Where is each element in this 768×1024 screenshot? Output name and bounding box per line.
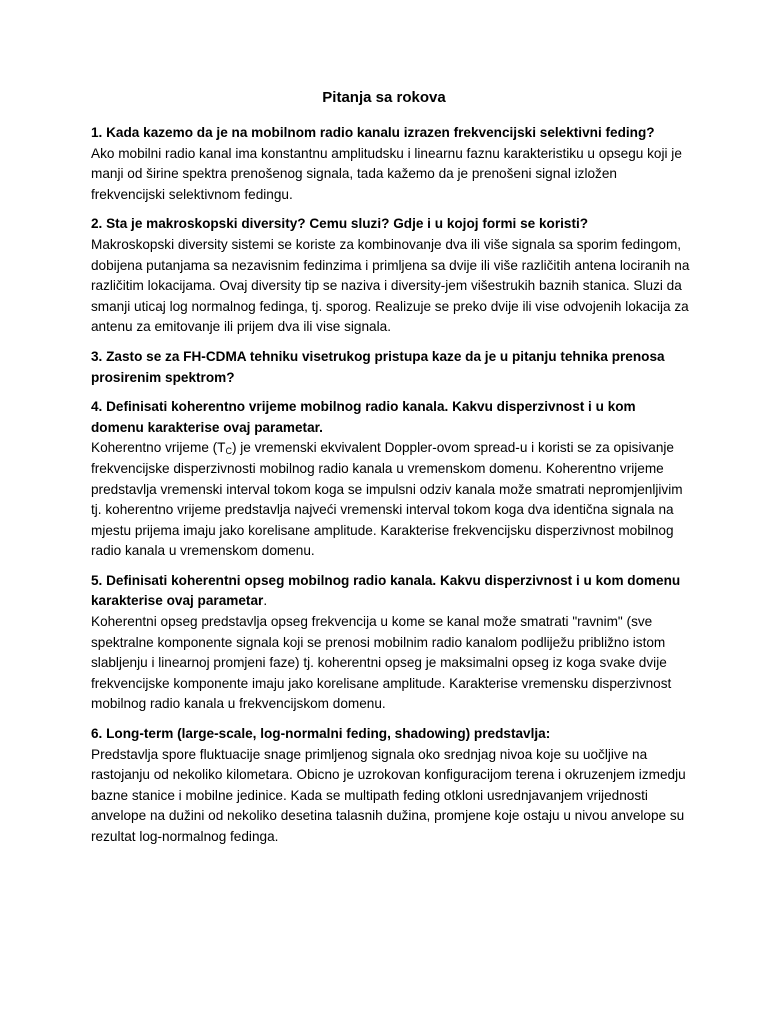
question-4-heading: 4. Definisati koherentno vrijeme mobilnog radio kanala. Kakvu disperzivnost i u kom domenu karakterise ovaj parametar. [91, 399, 636, 435]
question-5-heading: 5. Definisati koherentni opseg mobilnog radio kanala. Kakvu disperzivnost i u kom domenu karakterise ovaj parametar [91, 572, 681, 609]
question-1 [91, 123, 691, 205]
question-4-answer-rest: ) je vremenski ekvivalent Doppler-ovom spread-u i koristi se za opisivanje frekvencijske disperzivnosti mobilnog radio kanala u vremenskom domenu. Koherentno vrijeme predstavlja vremenski interval tokom koga se impulsni odziv kanala može smatrati nepromjenljivim tj. koherentno vrijeme predstavlja najveći vremenski interval tokom koga dva identična signala na mjestu prijema imaju jako korelisane amplitude. Karakterise frekvencijsku disperzivnost mobilnog radio kanala u vremenskom domenu. [91, 440, 683, 559]
question-5 [91, 571, 691, 715]
page-title: Pitanja sa rokova [322, 89, 446, 106]
question-6-heading: 6. Long-term (large-scale, log-normalni feding, shadowing) predstavlja: [91, 726, 551, 742]
document-body [91, 123, 691, 857]
question-4-answer [91, 438, 691, 562]
question-1-answer: Ako mobilni radio kanal ima konstantnu amplitudsku i linearnu faznu karakteristiku u opsegu koji je manji od širine spektra prenošenog signala, tada kažemo da je prenošeni signal izložen frekvencijski selektivnom fedingu. [91, 145, 682, 202]
question-5-heading-tail: . [263, 593, 268, 609]
question-4 [91, 397, 691, 562]
question-6-answer: Predstavlja spore fluktuacije snage primljenog signala oko srednjag nivoa koje su uočljive na rastojanju od nekoliko kilometara. Obicno je uzrokovan konfiguracijom terena i okruzenjem izmedju bazne stanice i mobilne jedinice. Kada se multipath feding otkloni usrednjavanjem vrijednosti anvelope na dužini od nekoliko desetina talasnih dužina, promjene koje ostaju u nivou anvelope su rezultat log-normalnog fedinga. [91, 746, 686, 844]
coherence-time-subscript: C [225, 446, 232, 457]
question-6 [91, 724, 691, 848]
question-5-answer: Koherentni opseg predstavlja opseg frekvencija u kome se kanal može smatrati "ravnim" (sve spektralne komponente signala koji se prenosi mobilnim radio kanalom podliježu približno istom slabljenju i linearnoj promjeni faze) tj. koherentni opseg je maksimalni opseg iz koga svake dvije frekvencijske komponente imaju jako korelisane amplitude. Karakterise vremensku disperzivnost mobilnog radio kanala u frekvencijskom domenu. [91, 614, 672, 712]
question-1-heading: 1. Kada kazemo da je na mobilnom radio kanalu izrazen frekvencijski selektivni feding? [91, 125, 655, 140]
question-5-heading-wrap [91, 571, 691, 612]
question-2-heading: 2. Sta je makroskopski diversity? Cemu sluzi? Gdje i u kojoj formi se koristi? [91, 216, 589, 232]
question-3 [91, 347, 691, 388]
question-2-answer: Makroskopski diversity sistemi se koriste za kombinovanje dva ili više signala sa sporim fedingom, dobijena putanjama sa nezavisnim fedinzima i primljena sa dvije ili više različitih antena lociranih na različitim lokacijama. Ovaj diversity tip se naziva i diversity-jem višestrukih baznih stanica. Sluzi da smanji uticaj log normalnog fedinga, tj. sporog. Realizuje se preko dvije ili vise odvojenih lokacija za antenu za emitovanje ili prijem dva ili vise signala. [91, 236, 690, 335]
question-2 [91, 214, 691, 338]
question-4-answer-start: Koherentno vrijeme (T [91, 440, 226, 456]
question-3-heading: 3. Zasto se za FH-CDMA tehniku visetrukog pristupa kaze da je u pitanju tehnika prenosa prosirenim spektrom? [91, 348, 665, 385]
